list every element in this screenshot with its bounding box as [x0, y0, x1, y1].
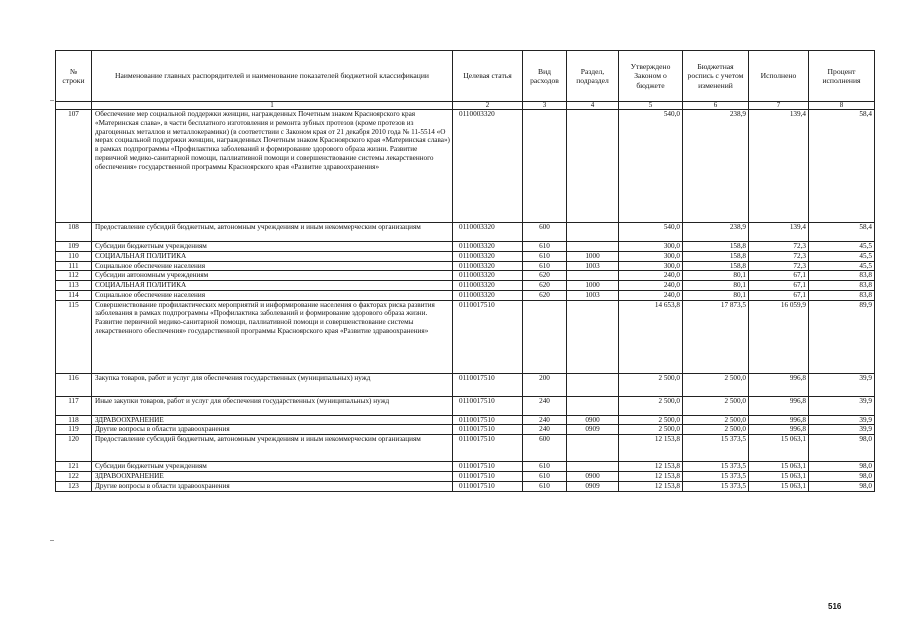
plan-amount: 158,8 — [683, 251, 749, 261]
row-number: 112 — [56, 271, 92, 281]
execution-percent: 45,5 — [809, 261, 875, 271]
column-number: 8 — [809, 102, 875, 110]
target-code: 0110003320 — [453, 261, 523, 271]
approved-amount: 2 500,0 — [619, 373, 683, 396]
plan-amount: 2 500,0 — [683, 425, 749, 435]
header-row-number: № строки — [56, 51, 92, 102]
indicator-name: Обеспечение мер социальной поддержки женщин, награжденных Почетным знаком Красноярского края «Материнская слава», в части бесплатного изготовления и ремонта зубных протезов (кроме протезов из драгоценных металлов и металлокерамики) (в соответствии с Законом края от 21 декабря 2010 года № 11-5514 «О мерах социальной поддержки женщин, награжденных Почетным знаком Красноярского края «Материнская слава») в рамках подпрограммы «Профилактика заболеваний и формирование здорового образа жизни. Развитие первичной медико-санитарной помощи, паллиативной помощи и совершенствование системы лекарственного обеспечения» государственной программы Красноярского края «Развитие здравоохранения» — [92, 110, 453, 223]
execution-percent: 89,9 — [809, 300, 875, 373]
plan-amount: 158,8 — [683, 261, 749, 271]
indicator-name: Предоставление субсидий бюджетным, автономным учреждениям и иным некоммерческим организациям — [92, 223, 453, 242]
execution-percent: 45,5 — [809, 242, 875, 252]
expense-kind: 620 — [523, 281, 567, 291]
section-code: 0900 — [567, 415, 619, 425]
table-row — [56, 472, 875, 482]
target-code: 0110003320 — [453, 223, 523, 242]
table-row — [56, 110, 875, 223]
expense-kind: 600 — [523, 223, 567, 242]
plan-amount: 238,9 — [683, 110, 749, 223]
row-number: 110 — [56, 251, 92, 261]
indicator-name: СОЦИАЛЬНАЯ ПОЛИТИКА — [92, 251, 453, 261]
executed-amount: 15 063,1 — [749, 435, 809, 462]
row-number: 118 — [56, 415, 92, 425]
expense-kind: 610 — [523, 251, 567, 261]
approved-amount: 2 500,0 — [619, 425, 683, 435]
expense-kind: 240 — [523, 415, 567, 425]
row-number: 111 — [56, 261, 92, 271]
row-number: 108 — [56, 223, 92, 242]
table-row — [56, 415, 875, 425]
indicator-name: Социальное обеспечение населения — [92, 261, 453, 271]
table-row — [56, 396, 875, 415]
expense-kind: 610 — [523, 261, 567, 271]
expense-kind: 620 — [523, 271, 567, 281]
expense-kind: 240 — [523, 425, 567, 435]
table-row — [56, 481, 875, 491]
table-row — [56, 425, 875, 435]
target-code: 0110003320 — [453, 290, 523, 300]
section-code — [567, 110, 619, 223]
plan-amount: 15 373,5 — [683, 481, 749, 491]
plan-amount: 17 873,5 — [683, 300, 749, 373]
column-number: 6 — [683, 102, 749, 110]
executed-amount: 139,4 — [749, 223, 809, 242]
expense-kind — [523, 300, 567, 373]
indicator-name: ЗДРАВООХРАНЕНИЕ — [92, 415, 453, 425]
indicator-name: Иные закупки товаров, работ и услуг для обеспечения государственных (муниципальных) нужд — [92, 396, 453, 415]
target-code: 0110017510 — [453, 425, 523, 435]
indicator-name: Другие вопросы в области здравоохранения — [92, 481, 453, 491]
plan-amount: 80,1 — [683, 271, 749, 281]
target-code: 0110003320 — [453, 281, 523, 291]
executed-amount: 67,1 — [749, 281, 809, 291]
indicator-name: СОЦИАЛЬНАЯ ПОЛИТИКА — [92, 281, 453, 291]
section-code — [567, 396, 619, 415]
table-row — [56, 251, 875, 261]
execution-percent: 39,9 — [809, 373, 875, 396]
table-body — [56, 110, 875, 492]
column-number-row — [56, 102, 875, 110]
table-row — [56, 462, 875, 472]
section-code — [567, 435, 619, 462]
indicator-name: Субсидии бюджетным учреждениям — [92, 462, 453, 472]
section-code: 1003 — [567, 290, 619, 300]
executed-amount: 72,3 — [749, 251, 809, 261]
executed-amount: 15 063,1 — [749, 481, 809, 491]
execution-percent: 58,4 — [809, 110, 875, 223]
expense-kind: 610 — [523, 472, 567, 482]
section-code — [567, 271, 619, 281]
plan-amount: 80,1 — [683, 281, 749, 291]
executed-amount: 15 063,1 — [749, 462, 809, 472]
table-row — [56, 261, 875, 271]
target-code: 0110003320 — [453, 251, 523, 261]
section-code — [567, 462, 619, 472]
column-number: 1 — [92, 102, 453, 110]
section-code: 1003 — [567, 261, 619, 271]
target-code: 0110017510 — [453, 415, 523, 425]
table-row — [56, 242, 875, 252]
header-section: Раздел, подраздел — [567, 51, 619, 102]
target-code: 0110017510 — [453, 300, 523, 373]
execution-percent: 98,0 — [809, 472, 875, 482]
plan-amount: 2 500,0 — [683, 396, 749, 415]
header-plan: Бюджетная роспись с учетом изменений — [683, 51, 749, 102]
executed-amount: 15 063,1 — [749, 472, 809, 482]
target-code: 0110017510 — [453, 396, 523, 415]
executed-amount: 72,3 — [749, 242, 809, 252]
column-number: 7 — [749, 102, 809, 110]
approved-amount: 14 653,8 — [619, 300, 683, 373]
execution-percent: 39,9 — [809, 425, 875, 435]
row-number: 116 — [56, 373, 92, 396]
executed-amount: 996,8 — [749, 373, 809, 396]
expense-kind: 200 — [523, 373, 567, 396]
column-number: 3 — [523, 102, 567, 110]
column-number-blank — [56, 102, 92, 110]
indicator-name: Закупка товаров, работ и услуг для обеспечения государственных (муниципальных) нужд — [92, 373, 453, 396]
row-number: 113 — [56, 281, 92, 291]
section-code: 0909 — [567, 425, 619, 435]
row-number: 114 — [56, 290, 92, 300]
execution-percent: 98,0 — [809, 462, 875, 472]
header-approved: Утверждено Законом о бюджете — [619, 51, 683, 102]
section-code: 1000 — [567, 251, 619, 261]
row-number: 120 — [56, 435, 92, 462]
target-code: 0110017510 — [453, 472, 523, 482]
header-name: Наименование главных распорядителей и наименование показателей бюджетной классификации — [92, 51, 453, 102]
row-number: 115 — [56, 300, 92, 373]
table-row — [56, 271, 875, 281]
header-percent: Процент исполнения — [809, 51, 875, 102]
expense-kind: 600 — [523, 435, 567, 462]
target-code: 0110003320 — [453, 242, 523, 252]
target-code: 0110017510 — [453, 373, 523, 396]
approved-amount: 12 153,8 — [619, 472, 683, 482]
indicator-name: Социальное обеспечение населения — [92, 290, 453, 300]
column-number: 4 — [567, 102, 619, 110]
header-row — [56, 51, 875, 102]
expense-kind: 620 — [523, 290, 567, 300]
execution-percent: 98,0 — [809, 435, 875, 462]
approved-amount: 12 153,8 — [619, 462, 683, 472]
plan-amount: 15 373,5 — [683, 435, 749, 462]
approved-amount: 240,0 — [619, 290, 683, 300]
table-row — [56, 373, 875, 396]
execution-percent: 39,9 — [809, 415, 875, 425]
expense-kind: 610 — [523, 242, 567, 252]
target-code: 0110003320 — [453, 110, 523, 223]
table-row — [56, 290, 875, 300]
plan-amount: 80,1 — [683, 290, 749, 300]
plan-amount: 158,8 — [683, 242, 749, 252]
indicator-name: Субсидии бюджетным учреждениям — [92, 242, 453, 252]
section-code — [567, 373, 619, 396]
execution-percent: 83,8 — [809, 290, 875, 300]
plan-amount: 2 500,0 — [683, 415, 749, 425]
approved-amount: 240,0 — [619, 271, 683, 281]
row-number: 107 — [56, 110, 92, 223]
section-code: 1000 — [567, 281, 619, 291]
approved-amount: 300,0 — [619, 242, 683, 252]
table-row — [56, 300, 875, 373]
approved-amount: 540,0 — [619, 223, 683, 242]
indicator-name: ЗДРАВООХРАНЕНИЕ — [92, 472, 453, 482]
executed-amount: 67,1 — [749, 271, 809, 281]
plan-amount: 15 373,5 — [683, 462, 749, 472]
indicator-name: Предоставление субсидий бюджетным, автономным учреждениям и иным некоммерческим организациям — [92, 435, 453, 462]
plan-amount: 2 500,0 — [683, 373, 749, 396]
executed-amount: 996,8 — [749, 396, 809, 415]
execution-percent: 58,4 — [809, 223, 875, 242]
margin-mark — [50, 540, 54, 541]
target-code: 0110017510 — [453, 435, 523, 462]
row-number: 117 — [56, 396, 92, 415]
target-code: 0110003320 — [453, 271, 523, 281]
table-row — [56, 223, 875, 242]
expense-kind: 240 — [523, 396, 567, 415]
executed-amount: 72,3 — [749, 261, 809, 271]
budget-execution-table — [55, 50, 875, 492]
approved-amount: 2 500,0 — [619, 396, 683, 415]
execution-percent: 98,0 — [809, 481, 875, 491]
header-executed: Исполнено — [749, 51, 809, 102]
row-number: 123 — [56, 481, 92, 491]
executed-amount: 16 059,9 — [749, 300, 809, 373]
plan-amount: 15 373,5 — [683, 472, 749, 482]
section-code: 0909 — [567, 481, 619, 491]
approved-amount: 540,0 — [619, 110, 683, 223]
execution-percent: 39,9 — [809, 396, 875, 415]
table-row — [56, 435, 875, 462]
target-code: 0110017510 — [453, 481, 523, 491]
page-number: 516 — [828, 602, 842, 611]
executed-amount: 996,8 — [749, 415, 809, 425]
section-code: 0900 — [567, 472, 619, 482]
approved-amount: 12 153,8 — [619, 435, 683, 462]
approved-amount: 300,0 — [619, 251, 683, 261]
table-row — [56, 281, 875, 291]
execution-percent: 83,8 — [809, 271, 875, 281]
row-number: 122 — [56, 472, 92, 482]
table-header — [56, 51, 875, 110]
approved-amount: 2 500,0 — [619, 415, 683, 425]
header-target-code: Целевая статья — [453, 51, 523, 102]
row-number: 119 — [56, 425, 92, 435]
approved-amount: 240,0 — [619, 281, 683, 291]
approved-amount: 300,0 — [619, 261, 683, 271]
row-number: 109 — [56, 242, 92, 252]
approved-amount: 12 153,8 — [619, 481, 683, 491]
section-code — [567, 223, 619, 242]
row-number: 121 — [56, 462, 92, 472]
expense-kind: 610 — [523, 481, 567, 491]
expense-kind — [523, 110, 567, 223]
execution-percent: 83,8 — [809, 281, 875, 291]
executed-amount: 996,8 — [749, 425, 809, 435]
margin-mark — [50, 100, 54, 101]
header-expense-kind: Вид расходов — [523, 51, 567, 102]
indicator-name: Субсидии автономным учреждениям — [92, 271, 453, 281]
target-code: 0110017510 — [453, 462, 523, 472]
expense-kind: 610 — [523, 462, 567, 472]
indicator-name: Другие вопросы в области здравоохранения — [92, 425, 453, 435]
column-number: 2 — [453, 102, 523, 110]
executed-amount: 67,1 — [749, 290, 809, 300]
executed-amount: 139,4 — [749, 110, 809, 223]
execution-percent: 45,5 — [809, 251, 875, 261]
section-code — [567, 242, 619, 252]
indicator-name: Совершенствование профилактических мероприятий и информирование населения о факторах риска развития заболевания в рамках подпрограммы «Профилактика заболеваний и формирование здорового образа жизни. Развитие первичной медико-санитарной помощи, паллиативной помощи и совершенствование системы лекарственного обеспечения» государственной программы Красноярского края «Развитие здравоохранения» — [92, 300, 453, 373]
plan-amount: 238,9 — [683, 223, 749, 242]
column-number: 5 — [619, 102, 683, 110]
section-code — [567, 300, 619, 373]
